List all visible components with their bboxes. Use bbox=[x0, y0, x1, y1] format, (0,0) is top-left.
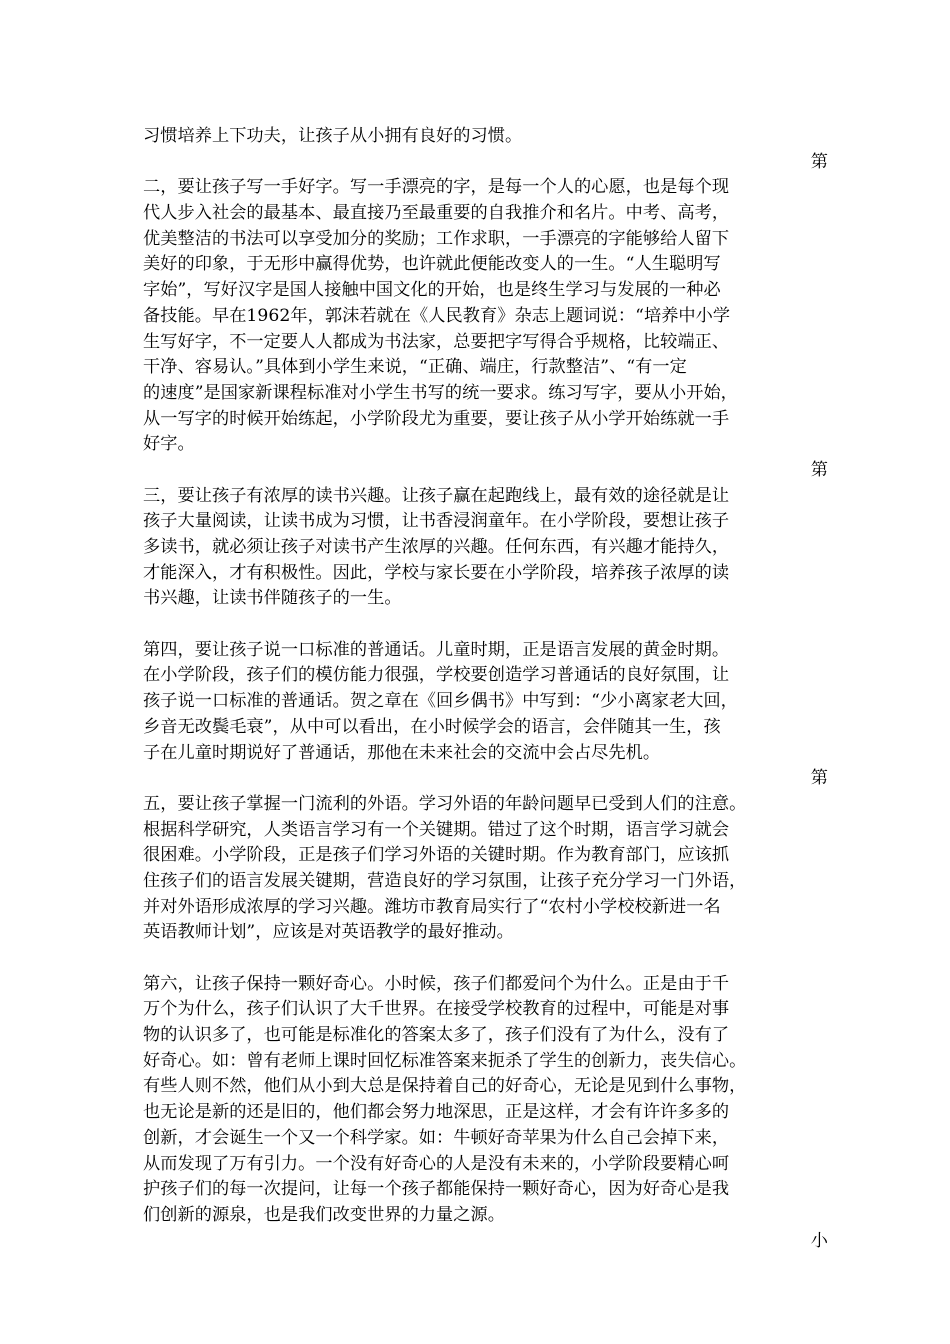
text-line: 万个为什么，孩子们认识了大千世界。在接受学校教育的过程中，可能是对事 bbox=[143, 999, 730, 1020]
text-line: 五，要让孩子掌握一门流利的外语。学习外语的年龄问题早已受到人们的注意。 bbox=[143, 793, 747, 814]
text-line: 字始”，写好汉字是国人接触中国文化的开始，也是终生学习与发展的一种必 bbox=[143, 280, 721, 301]
paragraph bbox=[143, 792, 828, 946]
text-line: 的速度”是国家新课程标准对小学生书写的统一要求。练习写字，要从小开始， bbox=[143, 382, 738, 403]
paragraph bbox=[143, 124, 828, 150]
text-line: 护孩子们的每一次提问，让每一个孩子都能保持一颗好奇心，因为好奇心是我 bbox=[143, 1179, 730, 1200]
paragraph bbox=[143, 175, 828, 458]
paragraph bbox=[143, 972, 828, 1229]
text-line: 根据科学研究，人类语言学习有一个关键期。错过了这个时期，语言学习就会 bbox=[143, 819, 730, 840]
paragraph-marker: 第 bbox=[810, 768, 828, 789]
text-line: 好奇心。如：曾有老师上课时回忆标准答案来扼杀了学生的创新力，丧失信心。 bbox=[143, 1050, 747, 1071]
text-line: 备技能。早在1962年，郭沫若就在《人民教育》杂志上题词说：“培养中小学 bbox=[143, 305, 731, 326]
text-line: 很困难。小学阶段，正是孩子们学习外语的关键时期。作为教育部门，应该抓 bbox=[143, 845, 730, 866]
text-line: 干净、容易认。”具体到小学生来说，“正确、端庄，行款整洁”、“有一定 bbox=[143, 357, 687, 378]
text-line: 习惯培养上下功夫，让孩子从小拥有良好的习惯。 bbox=[143, 126, 523, 146]
document-body bbox=[143, 124, 828, 1254]
text-line: 并对外语形成浓厚的学习兴趣。潍坊市教育局实行了“农村小学校校新进一名 bbox=[143, 896, 721, 917]
paragraph bbox=[143, 638, 828, 766]
text-line: 住孩子们的语言发展关键期，营造良好的学习氛围，让孩子充分学习一门外语， bbox=[143, 870, 747, 891]
text-line: 有些人则不然，他们从小到大总是保持着自己的好奇心，无论是见到什么事物， bbox=[143, 1076, 747, 1097]
text-line: 物的认识多了，也可能是标准化的答案太多了，孩子们没有了为什么，没有了 bbox=[143, 1025, 730, 1046]
text-line: 子在儿童时期说好了普通话，那他在未来社会的交流中会占尽先机。 bbox=[143, 742, 661, 763]
text-line: 三，要让孩子有浓厚的读书兴趣。让孩子赢在起跑线上，最有效的途径就是让 bbox=[143, 485, 730, 506]
text-line: 也无论是新的还是旧的，他们都会努力地深思，正是这样，才会有许许多多的 bbox=[143, 1102, 730, 1123]
text-line: 从一写字的时候开始练起，小学阶段尤为重要，要让孩子从小学开始练就一手 bbox=[143, 408, 730, 429]
text-line: 二，要让孩子写一手好字。写一手漂亮的字，是每一个人的心愿，也是每个现 bbox=[143, 177, 730, 198]
text-line: 创新，才会诞生一个又一个科学家。如：牛顿好奇苹果为什么自己会掉下来， bbox=[143, 1127, 730, 1148]
text-line: 们创新的源泉，也是我们改变世界的力量之源。 bbox=[143, 1204, 505, 1225]
paragraph-marker: 第 bbox=[810, 151, 828, 172]
text-line: 乡音无改鬓毛衰”，从中可以看出，在小时候学会的语言，会伴随其一生，孩 bbox=[143, 716, 721, 737]
paragraph-spacer bbox=[143, 946, 828, 972]
paragraph-spacer bbox=[143, 612, 828, 638]
text-line: 书兴趣，让读书伴随孩子的一生。 bbox=[143, 588, 402, 609]
text-line: 才能深入，才有积极性。因此，学校与家长要在小学阶段，培养孩子浓厚的读 bbox=[143, 562, 730, 583]
text-line: 第六，让孩子保持一颗好奇心。小时候，孩子们都爱问个为什么。正是由于千 bbox=[143, 973, 730, 994]
text-line: 美好的印象，于无形中赢得优势，也许就此便能改变人的一生。“人生聪明写 bbox=[143, 254, 721, 275]
paragraph bbox=[143, 484, 828, 612]
text-line: 孩子大量阅读，让读书成为习惯，让书香浸润童年。在小学阶段，要想让孩子 bbox=[143, 511, 730, 532]
paragraph-marker: 小 bbox=[810, 1230, 828, 1251]
text-line: 在小学阶段，孩子们的模仿能力很强，学校要创造学习普通话的良好氛围，让 bbox=[143, 665, 730, 686]
text-line: 第四，要让孩子说一口标准的普通话。儿童时期，正是语言发展的黄金时期。 bbox=[143, 639, 730, 660]
text-line: 生写好字，不一定要人人都成为书法家，总要把字写得合乎规格，比较端正、 bbox=[143, 331, 730, 352]
text-line: 好字。 bbox=[143, 434, 195, 455]
text-line: 多读书，就必须让孩子对读书产生浓厚的兴趣。任何东西，有兴趣才能持久， bbox=[143, 537, 730, 557]
text-line: 从而发现了万有引力。一个没有好奇心的人是没有未来的，小学阶段要精心呵 bbox=[143, 1153, 730, 1174]
text-line: 英语教师计划”，应该是对英语教学的最好推动。 bbox=[143, 922, 514, 943]
text-line: 代人步入社会的最基本、最直接乃至最重要的自我推介和名片。中考、高考， bbox=[143, 203, 730, 224]
paragraph-marker: 第 bbox=[810, 459, 828, 480]
text-line: 优美整洁的书法可以享受加分的奖励；工作求职，一手漂亮的字能够给人留下 bbox=[143, 228, 730, 249]
text-line: 孩子说一口标准的普通话。贺之章在《回乡偶书》中写到：“少小离家老大回， bbox=[143, 691, 738, 712]
